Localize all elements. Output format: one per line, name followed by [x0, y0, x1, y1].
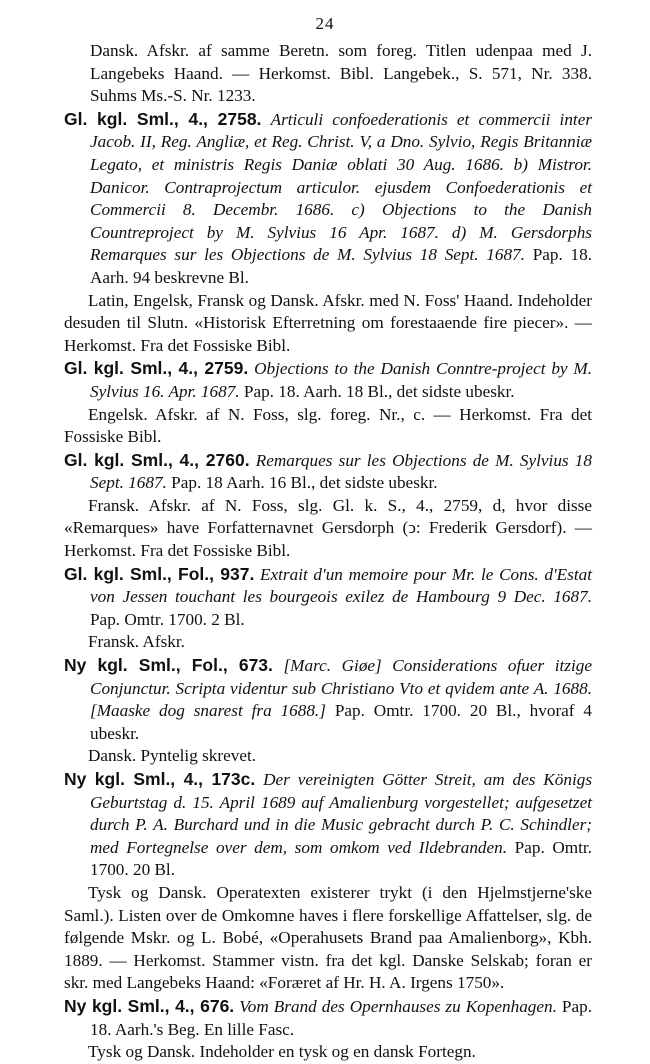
entry-title: Extrait d'un memoire pour Mr. le Cons. d'Estat von Jessen touchant les bourgeois exilez de Hambourg 9 Dec. 1687. — [90, 564, 593, 607]
physical-description: Pap. Omtr. 1700. 20 Bl. — [90, 837, 592, 880]
entry-title: Articuli confoederationis et commercii inter Jacob. II, Reg. Angliæ, et Reg. Christ. V, a Dno. Sylvio, Regis Britanniæ Legato, et ministris Regis Daniæ oblati 30 Aug. 1686. b) Mistror. Danicor. Contraprojectum articulor. ejusdem Confoederationis et Commercii 8. Decembr. 1686. c) Objections to the Danish Countreproject by M. Sylvius 16 Apr. 1687. d) M. Gersdorphs Remarques sur les Objections de M. Sylvius 18 Sept. 1687. — [90, 109, 593, 265]
entry-title: Der vereinigten Götter Streit, am des Königs Geburtstag d. 15. April 1689 auf Amalienburg vorgestellet; aufgesetzet durch P. A. Burchard und in die Music gebracht durch P. C. Schindler; med Fortegnelse over dem, som omkom ved Ildebranden. — [90, 770, 593, 857]
entry-continuation: Dansk. Afskr. af samme Beretn. som foreg. Titlen udenpaa med J. Langebeks Haand. — Herkomst. Bibl. Langebek., S. 571, Nr. 338. Suhms Ms.-S. Nr. 1233. — [90, 41, 592, 106]
entry-title: [Marc. Giøe] Considerations ofuer itzige Conjunctur. Scripta videntur sub Christiano Vto et qvidem ante A. 1688. [Maaske dog snarest fra 1688.] — [90, 656, 593, 721]
entry-note: Tysk og Dansk. Operatexten existerer trykt (i den Hjelmstjerne'ske Saml.). Listen over de Omkomne haves i flere forskellige Affattelser, slg. de følgende Mskr. og L. Bobé, «Operahusets Brand paa Amalienborg», Kbh. 1889. — Herkomst. Stammer vistn. fra det kgl. Danske Selskab; foran er skr. med Langebeks Haand: «Foræret af Hr. H. A. Irgens 1750». — [64, 882, 592, 993]
entry-673 — [64, 654, 592, 745]
entry-173c — [64, 768, 592, 882]
entry-note: Tysk og Dansk. Indeholder en tysk og en dansk Fortegn. — [88, 1042, 476, 1062]
entry-676 — [64, 995, 592, 1041]
entry-title: Objections to the Danish Conntre-project by M. Sylvius 16. Apr. 1687. — [90, 359, 593, 401]
shelfmark: Ny kgl. Sml., 4., 173c. — [64, 769, 256, 789]
entry-note: Fransk. Afskr. — [88, 632, 185, 652]
physical-description: Pap. 18 Aarh. 16 Bl., det sidste ubeskr. — [171, 473, 438, 493]
catalogue-text — [64, 40, 592, 1064]
entry-2758 — [64, 108, 592, 290]
shelfmark: Ny kgl. Sml., 4., 676. — [64, 995, 235, 1016]
shelfmark: Gl. kgl. Sml., Fol., 937. — [64, 563, 255, 584]
physical-description: Pap. Omtr. 1700. 2 Bl. — [90, 609, 245, 629]
entry-note: Fransk. Afskr. af N. Foss, slg. Gl. k. S., 4., 2759, d, hvor disse «Remarques» have Forfatternavnet Gersdorph (ↄ: Frederik Gersdorf). — Herkomst. Fra det Fossiske Bibl. — [64, 495, 592, 561]
physical-description: Pap. 18. Aarh. 18 Bl., det sidste ubeskr. — [243, 381, 515, 401]
entry-title: Vom Brand des Opernhauses zu Kopenhagen. — [239, 996, 557, 1016]
shelfmark: Gl. kgl. Sml., 4., 2760. — [64, 449, 250, 470]
shelfmark: Gl. kgl. Sml., 4., 2759. — [64, 358, 249, 379]
physical-description: Pap. 18. Aarh. 94 beskrevne Bl. — [90, 245, 593, 287]
entry-2759 — [64, 357, 592, 403]
entry-title: Remarques sur les Objections de M. Sylvius 18 Sept. 1687. — [90, 450, 592, 493]
entry-note: Engelsk. Afskr. af N. Foss, slg. foreg. Nr., c. — Herkomst. Fra det Fossiske Bibl. — [64, 404, 592, 447]
page-number: 24 — [315, 14, 335, 33]
shelfmark: Ny kgl. Sml., Fol., 673. — [64, 655, 273, 676]
physical-description: Pap. 18. Aarh.'s Beg. En lille Fasc. — [90, 996, 592, 1039]
entry-937 — [64, 563, 592, 632]
shelfmark: Gl. kgl. Sml., 4., 2758. — [64, 108, 262, 129]
entry-note: Latin, Engelsk, Fransk og Dansk. Afskr. med N. Foss' Haand. Indeholder desuden til Slutn. «Historisk Efterretning om forestaaende fire piecer». — Herkomst. Fra det Fossiske Bibl. — [64, 290, 592, 355]
entry-note: Dansk. Pyntelig skrevet. — [88, 746, 257, 766]
entry-2760 — [64, 449, 592, 495]
physical-description: Pap. Omtr. 1700. 20 Bl., hvoraf 4 ubeskr. — [90, 701, 592, 743]
